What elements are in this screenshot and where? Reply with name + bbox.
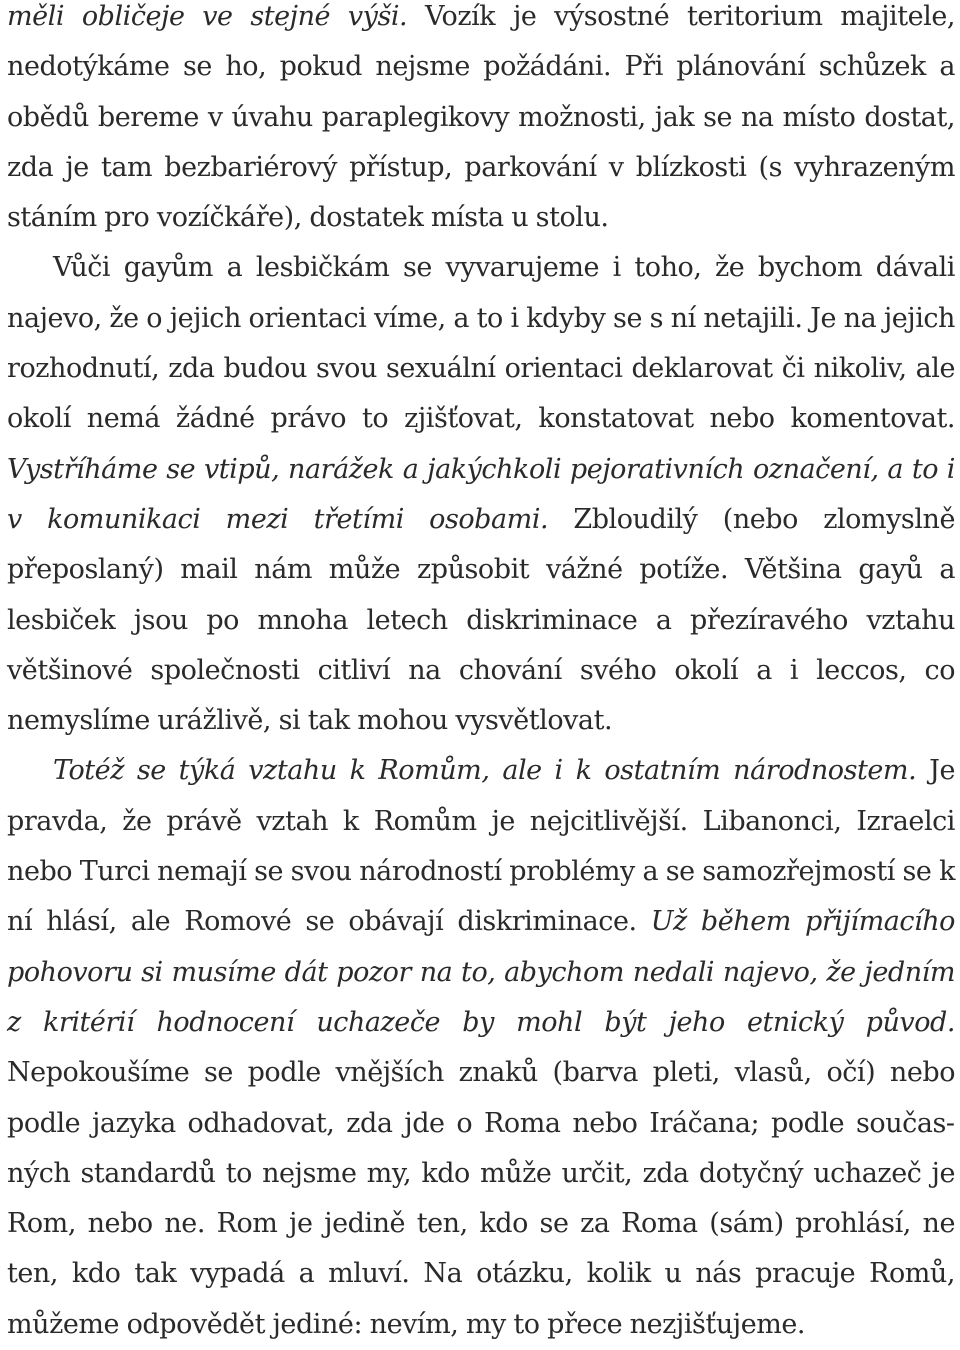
paragraph-3-segment-4: Nepokoušíme se podle vnějších znaků (barva pleti, vlasů, očí) nebo podle jazyka odhadovat, zda jde o Roma nebo Iráčana; podle současných standardů to nejsme my, kdo může určit, zda dotyčný uchazeč je Rom, nebo ne. Rom je jedině ten, kdo se za Roma (sám) prohlásí, ne ten, kdo tak vypadá a mluví. Na otázku, kolik u nás pracuje Romů, můžeme odpovědět jediné: nevím, my to přece nezjišťujeme.	[7, 1057, 955, 1340]
paragraph-3	[7, 746, 955, 1350]
paragraph-1-segment-1: měli obličeje ve stejné výši.	[7, 1, 408, 32]
paragraph-3-segment-2: Je pravda, že právě vztah k Romům je nejcitlivější. Libanonci, Izraelci nebo Turci nemají se svou národností problémy a se samozřejmostí se k ní hlásí, ale Romové se obávají diskriminace.	[7, 755, 955, 938]
paragraph-3-segment-1: Totéž se týká vztahu k Romům, ale i k ostatním národnostem.	[53, 755, 917, 787]
paragraph-1	[7, 0, 955, 243]
paragraph-2-segment-3: Zbloudilý (nebo zlomyslně přeposlaný) mail nám může způsobit vážné potíže. Většina gayů a lesbiček jsou po mnoha letech diskriminace a přezíravého vztahu většinové společnosti citliví na chování svého okolí a i leccos, co nemyslíme urážlivě, si tak mohou vysvětlovat.	[7, 503, 955, 737]
paragraph-2-segment-1: Vůči gayům a lesbičkám se vyvarujeme i toho, že bychom dávali najevo, že o jejich orientaci víme, a to i kdyby se s ní netajili. Je na jejich rozhodnutí, zda budou svou sexuální orientaci deklarovat či nikoliv, ale okolí nemá žádné právo to zjišťovat, konstatovat nebo komentovat.	[7, 252, 955, 435]
document-page	[7, 0, 955, 1350]
paragraph-3-segment-3: Už během přijímacího pohovoru si musíme dát pozor na to, abychom nedali najevo, že jedním z kritérií hodnocení uchazeče by mohl být jeho etnický původ.	[7, 906, 955, 1038]
paragraph-2-segment-2: Vystříháme se vtipů, narážek a jakýchkoli pejorativních označení, a to i v komunikaci mezi třetími osobami.	[7, 453, 955, 535]
paragraph-2	[7, 243, 955, 746]
paragraph-1-segment-2: Vozík je výsostné teritorium majitele, nedotýkáme se ho, pokud nejsme požádáni. Při plánování schůzek a obědů bereme v úvahu paraplegikovy možnosti, jak se na místo dostat, zda je tam bezbariérový přístup, parkování v blízkosti (s vyhrazeným stáním pro vozíčkáře), dostatek místa u stolu.	[7, 1, 955, 234]
